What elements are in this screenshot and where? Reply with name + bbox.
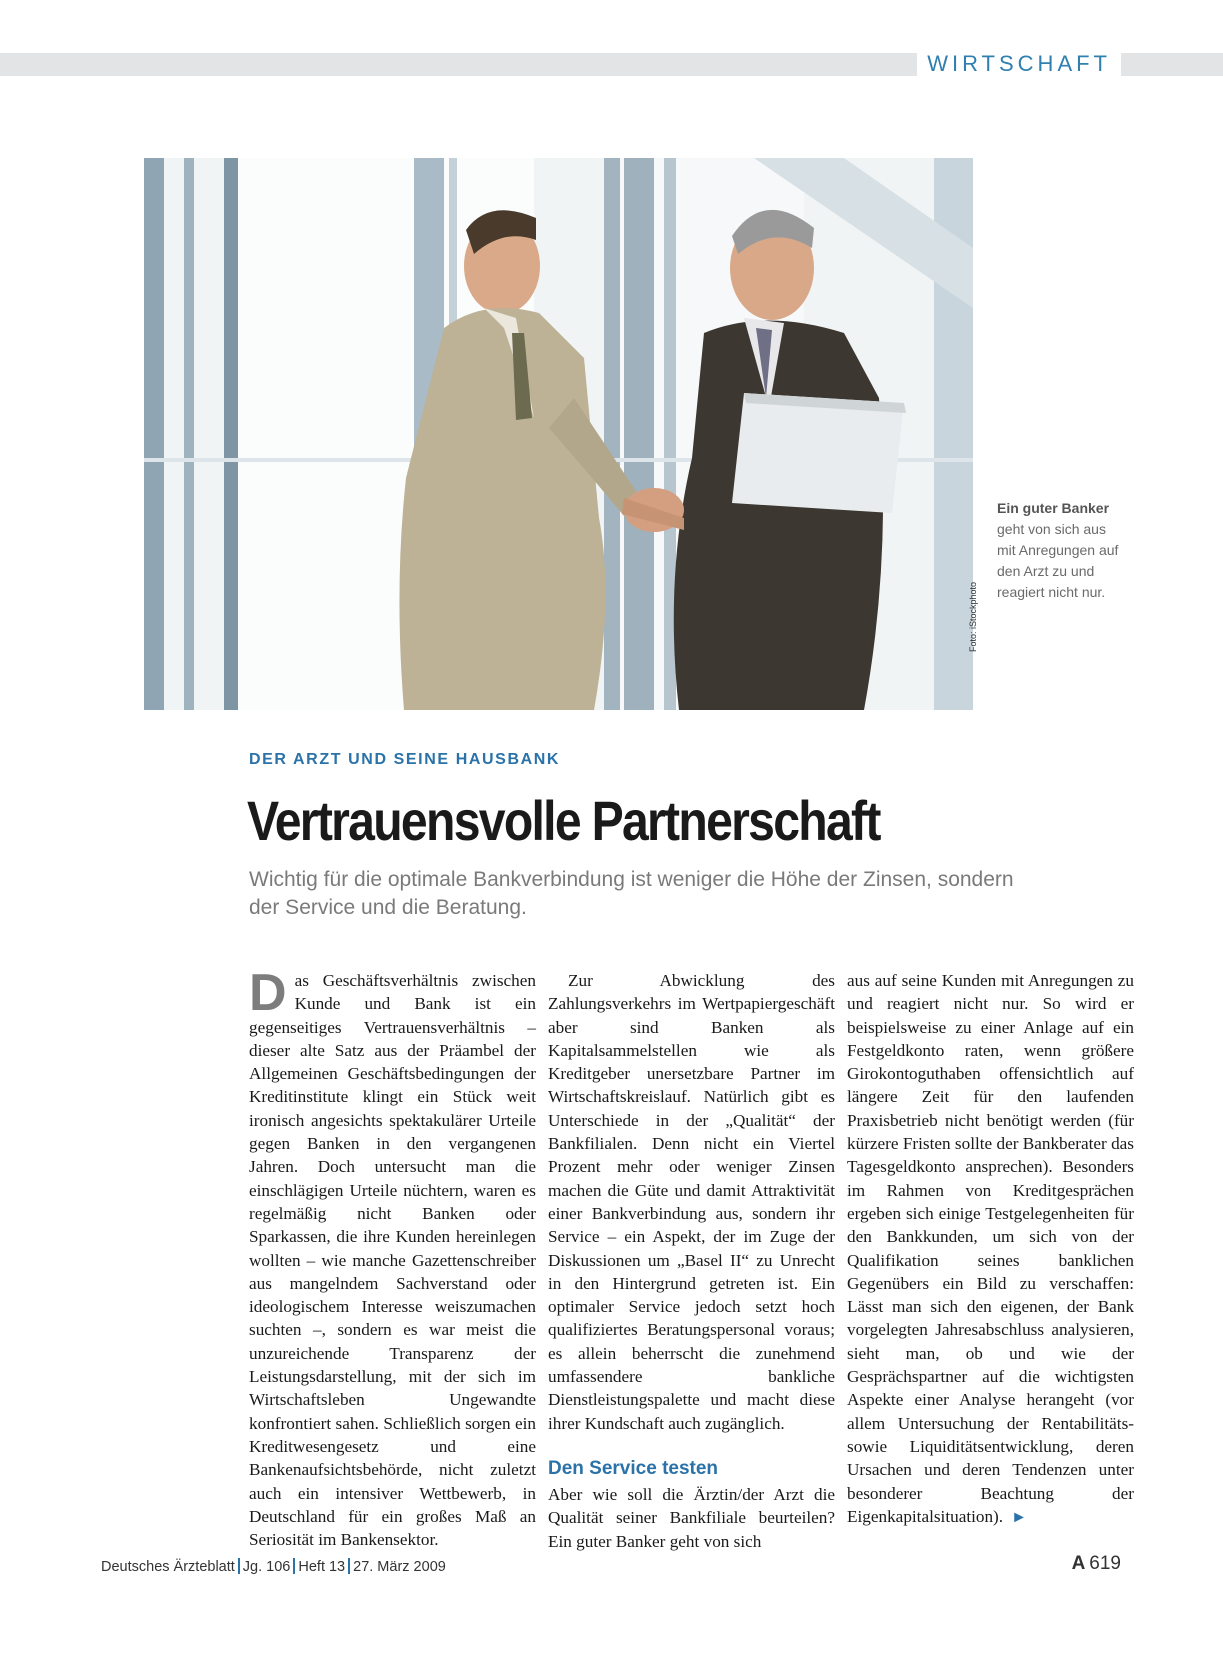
photo-caption: [997, 498, 1127, 603]
column-1-text: as Geschäftsverhältnis zwischen Kunde und Bank ist ein gegenseitiges Vertrauensverhältnis – dieser alte Satz aus der Präambel der Allgemeinen Geschäftsbedingungen der Kreditinstitute klingt ein Stück weit ironisch angesichts spektakulärer Urteile gegen Banken in den vergangenen Jahren. Doch untersucht man die einschlägigen Urteile nüchtern, waren es regelmäßig nicht Banken oder Sparkassen, die ihre Kunden hereinlegen wollten – wie manche Gazettenschreiber aus mangelndem Sachverstand oder ideologischem Interesse weiszumachen suchten –, sondern es war meist die unzureichende Transparenz der Leistungsdarstellung, mit der sich im Wirtschaftsleben Ungewandte konfrontiert sahen. Schließlich sorgen ein Kreditwesengesetz und eine Bankenaufsichtsbehörde, nicht zuletzt auch ein intensiver Wettbewerb, in Deutschland für ein großes Maß an Seriosität im Bankensektor.: [249, 971, 536, 1550]
journal-issue: Heft 13: [298, 1559, 346, 1575]
column-2-text-b: Aber wie soll die Ärztin/der Arzt die Qualität seiner Bankfiliale beurteilen? Ein guter Banker geht von sich: [548, 1484, 835, 1551]
photo-credit: Foto: iStockphoto: [968, 581, 978, 652]
page-number: [1072, 1553, 1121, 1575]
article-kicker: DER ARZT UND SEINE HAUSBANK: [249, 751, 561, 768]
section-subheading: Den Service testen: [548, 1457, 719, 1479]
column-3-text: aus auf seine Kunden mit Anregungen zu und reagiert nicht nur. So wird er beispielsweise zu einer Anlage auf ein Festgeldkonto raten, wenn größere Girokontoguthaben offensichtlich auf längere Zeit für den laufenden Praxisbetrieb nicht benötigt werden (für kürzere Fristen sollte der Bankberater das Tagesgeldkonto ansprechen). Besonders im Rahmen von Kreditgesprächen ergeben sich einige Testgelegenheiten für den Bankkunden, um sich von der Qualifikation seines banklichen Gegenübers ein Bild zu verschaffen: Lässt man sich den eigenen, der Bank vorgelegten Jahresabschluss analysieren, sieht man, ob und wie der Gesprächspartner auf die wichtigsten Aspekte einer Analyse herangeht (vor allem Untersuchung der Rentabilitäts- sowie Liquiditätsentwicklung, deren Ursachen und deren Tendenzen unter besonderer Beachtung der Eigenkapitalsituation).: [847, 971, 1134, 1526]
journal-volume: Jg. 106: [242, 1559, 291, 1575]
section-label: WIRTSCHAFT: [917, 50, 1121, 78]
caption-text: geht von sich aus mit Anregungen auf den Arzt zu und reagiert nicht nur.: [997, 521, 1119, 600]
journal-name: Deutsches Ärzteblatt: [101, 1559, 235, 1575]
page-prefix: A: [1071, 1553, 1086, 1574]
article-column-3: [847, 969, 1134, 1529]
page-number-value: 619: [1089, 1553, 1121, 1574]
article-column-2: [548, 969, 835, 1553]
column-2-text: Zur Abwicklung des Zahlungsverkehrs im Wertpapiergeschäft aber sind Banken als Kapitalsammelstellen wie als Kreditgeber unersetzbare Partner im Wirtschaftskreislauf. Natürlich gibt es Unterschiede in der „Qualität“ der Bankfilialen. Denn nicht ein Viertel Prozent mehr oder weniger Zinsen machen die Güte und damit Attraktivität einer Bankverbindung aus, sondern ihr Service – ein Aspekt, der im Zuge der Diskussionen um „Basel II“ zu Unrecht in den Hintergrund getreten ist. Ein optimaler Service jedoch setzt hoch qualifiziertes Beratungspersonal voraus; es allein beherrscht die zunehmend umfassendere bankliche Dienstleistungspalette und macht diese ihrer Kundschaft auch zugänglich.: [548, 971, 835, 1433]
caption-lead: Ein guter Banker: [997, 500, 1110, 516]
journal-date: 27. März 2009: [353, 1559, 446, 1575]
continue-arrow-icon[interactable]: ►: [1011, 1508, 1027, 1526]
article-column-1: [249, 964, 536, 1551]
footer-citation: [101, 1558, 446, 1575]
article-photo: [144, 158, 973, 710]
drop-cap: D: [249, 964, 287, 1022]
article-subtitle: Wichtig für die optimale Bankverbindung ist weniger die Höhe der Zinsen, sondern der Service und die Beratung.: [249, 868, 1014, 919]
article-title: Vertrauensvolle Partnerschaft: [247, 789, 880, 852]
